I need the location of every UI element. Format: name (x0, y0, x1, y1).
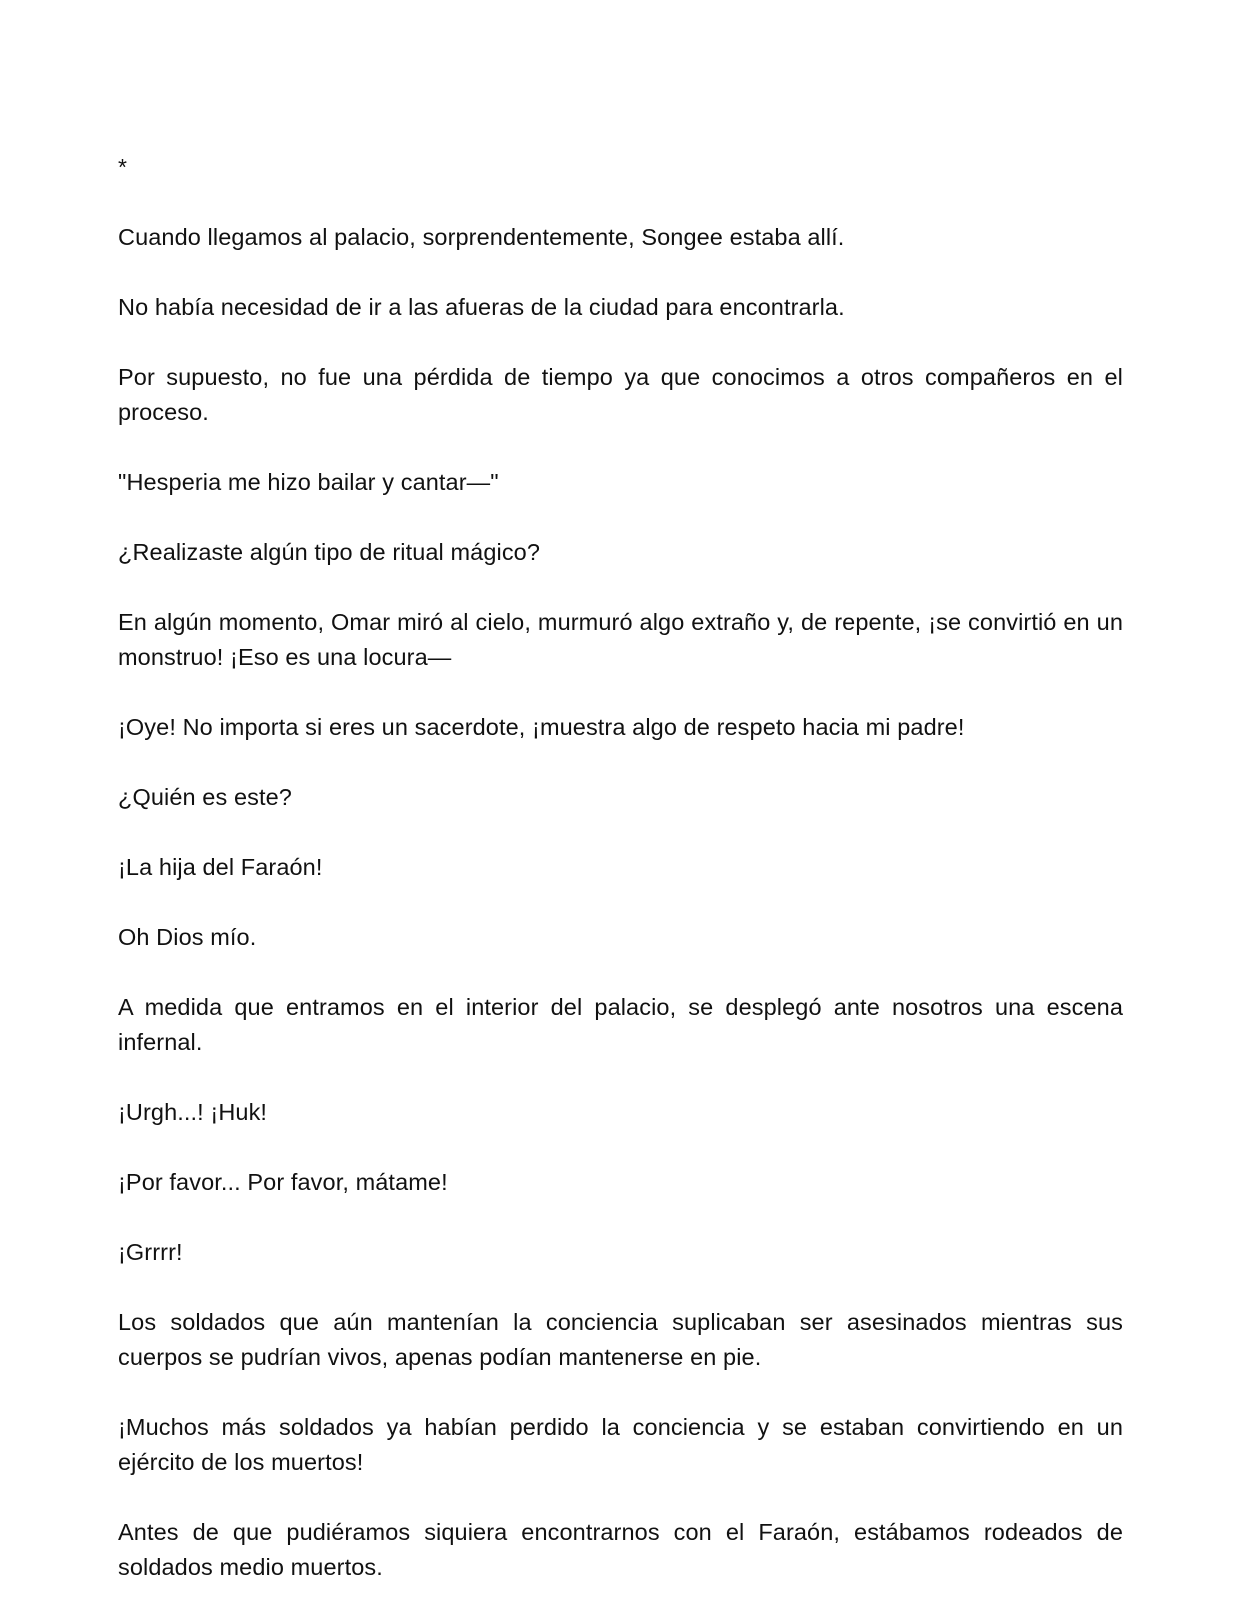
paragraph: Oh Dios mío. (118, 924, 257, 950)
paragraph: ¡Por favor... Por favor, mátame! (118, 1169, 448, 1195)
document-body (118, 150, 1123, 1585)
paragraph: Los soldados que aún mantenían la conciencia suplicaban ser asesinados mientras sus cuerpos se pudrían vivos, apenas podían mantenerse en pie. (118, 1309, 1123, 1370)
paragraph: Por supuesto, no fue una pérdida de tiempo ya que conocimos a otros compañeros en el proceso. (118, 364, 1123, 425)
scene-separator: * (118, 154, 127, 180)
paragraph: ¡Grrrr! (118, 1239, 183, 1265)
paragraph: ¿Realizaste algún tipo de ritual mágico? (118, 539, 541, 565)
paragraph: No había necesidad de ir a las afueras de la ciudad para encontrarla. (118, 294, 845, 320)
paragraph: Antes de que pudiéramos siquiera encontrarnos con el Faraón, estábamos rodeados de soldados medio muertos. (118, 1519, 1123, 1580)
paragraph: ¿Quién es este? (118, 784, 292, 810)
paragraph: ¡Urgh...! ¡Huk! (118, 1099, 268, 1125)
paragraph: ¡Oye! No importa si eres un sacerdote, ¡muestra algo de respeto hacia mi padre! (118, 714, 965, 740)
paragraph: "Hesperia me hizo bailar y cantar—" (118, 469, 499, 495)
paragraph: ¡Muchos más soldados ya habían perdido la conciencia y se estaban convirtiendo en un ejército de los muertos! (118, 1414, 1123, 1475)
paragraph: A medida que entramos en el interior del palacio, se desplegó ante nosotros una escena infernal. (118, 994, 1123, 1055)
paragraph: ¡La hija del Faraón! (118, 854, 323, 880)
paragraph: En algún momento, Omar miró al cielo, murmuró algo extraño y, de repente, ¡se convirtió en un monstruo! ¡Eso es una locura— (118, 609, 1123, 670)
paragraph: Cuando llegamos al palacio, sorprendentemente, Songee estaba allí. (118, 224, 845, 250)
